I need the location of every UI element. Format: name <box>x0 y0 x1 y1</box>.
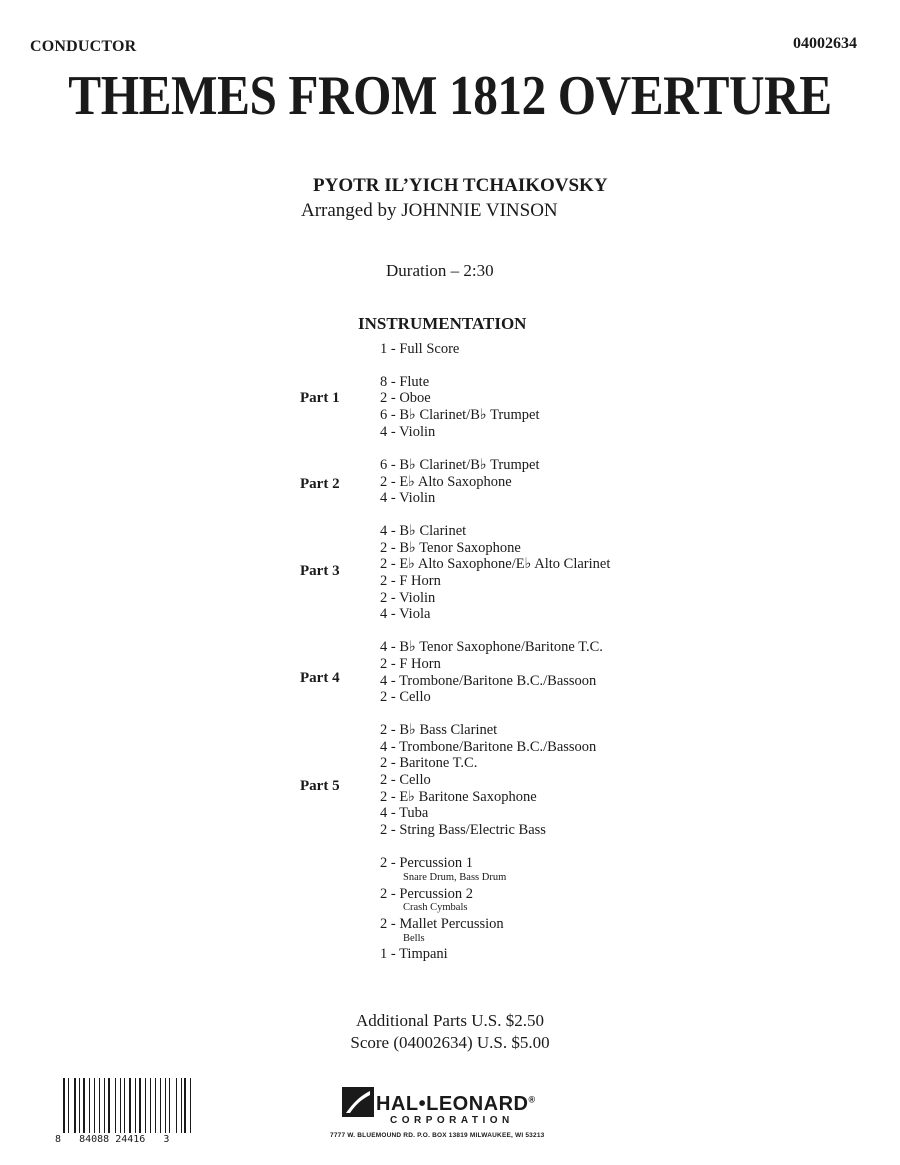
barcode-bar <box>68 1078 69 1133</box>
list-item: 2 - Mallet Percussion <box>380 916 504 932</box>
list-item: 2 - E♭ Baritone Saxophone <box>380 789 537 805</box>
list-item: 4 - B♭ Tenor Saxophone/Baritone T.C. <box>380 639 603 655</box>
barcode-bar <box>160 1078 162 1133</box>
instrumentation-heading: INSTRUMENTATION <box>358 314 527 333</box>
barcode-bar <box>135 1078 136 1133</box>
barcode-bar <box>108 1078 110 1133</box>
barcode-bar <box>74 1078 76 1133</box>
hal-leonard-mark-icon <box>342 1087 374 1117</box>
publisher-corporation: CORPORATION <box>390 1115 514 1126</box>
barcode-bar <box>127 1078 128 1133</box>
conductor-label: CONDUCTOR <box>30 38 137 55</box>
list-item: 4 - Tuba <box>380 805 429 821</box>
barcode-bar <box>129 1078 131 1133</box>
barcode-bar <box>99 1078 101 1133</box>
barcode-bar <box>79 1078 80 1133</box>
list-item: 2 - B♭ Bass Clarinet <box>380 722 498 738</box>
list-item: 2 - String Bass/Electric Bass <box>380 822 546 838</box>
duration: Duration – 2:30 <box>386 261 494 280</box>
barcode-bar <box>77 1078 78 1133</box>
barcode-bar <box>169 1078 171 1133</box>
list-item-detail: Bells <box>403 933 425 944</box>
publisher-name <box>376 1093 536 1116</box>
list-item: 2 - B♭ Tenor Saxophone <box>380 540 521 556</box>
barcode-digits: 8 84088 24416 3 <box>55 1134 170 1145</box>
barcode-bar <box>120 1078 122 1133</box>
part-2-label: Part 2 <box>300 476 340 492</box>
list-item: 2 - Violin <box>380 590 436 606</box>
barcode-bar <box>106 1078 108 1133</box>
list-item: 2 - Cello <box>380 689 431 705</box>
barcode-bar <box>176 1078 177 1133</box>
composer-name: PYOTR IL’YICH TCHAIKOVSKY <box>313 175 608 196</box>
additional-parts-price: Additional Parts U.S. $2.50 <box>356 1011 544 1030</box>
list-item: 6 - B♭ Clarinet/B♭ Trumpet <box>380 407 540 423</box>
list-item: 2 - E♭ Alto Saxophone <box>380 474 512 490</box>
part-4-label: Part 4 <box>300 670 340 686</box>
catalog-number: 04002634 <box>793 35 857 52</box>
score-price: Score (04002634) U.S. $5.00 <box>350 1033 550 1052</box>
list-item: 2 - Oboe <box>380 390 431 406</box>
barcode-bar <box>151 1078 153 1133</box>
list-item-detail: Snare Drum, Bass Drum <box>403 872 507 883</box>
barcode-bar <box>101 1078 102 1133</box>
list-item: 1 - Timpani <box>380 946 448 962</box>
barcode-bar <box>190 1078 191 1133</box>
arranger-credit: Arranged by JOHNNIE VINSON <box>301 200 558 221</box>
barcode-bar <box>124 1078 125 1133</box>
registered-mark: ® <box>528 1094 536 1105</box>
barcode-bar <box>83 1078 85 1133</box>
list-item: 2 - F Horn <box>380 656 441 672</box>
barcode-bar <box>143 1078 145 1133</box>
barcode-bar <box>145 1078 146 1133</box>
barcode-bar <box>172 1078 174 1133</box>
list-item: 4 - Trombone/Baritone B.C./Bassoon <box>380 673 597 689</box>
list-item: 4 - B♭ Clarinet <box>380 523 467 539</box>
pricing <box>0 1010 900 1054</box>
barcode-bar <box>167 1078 168 1133</box>
list-item: 2 - Cello <box>380 772 431 788</box>
barcode-bar <box>184 1078 186 1133</box>
list-item: 2 - E♭ Alto Saxophone/E♭ Alto Clarinet <box>380 556 611 572</box>
barcode-bar <box>181 1078 182 1133</box>
barcode-bar <box>158 1078 159 1133</box>
barcode-bar <box>132 1078 134 1133</box>
barcode-bar <box>165 1078 166 1133</box>
list-item: 4 - Violin <box>380 424 436 440</box>
barcode-bar <box>122 1078 123 1133</box>
barcode-bar <box>91 1078 93 1133</box>
barcode-bar <box>150 1078 151 1133</box>
barcode-bar <box>97 1078 98 1133</box>
list-item: 4 - Trombone/Baritone B.C./Bassoon <box>380 739 597 755</box>
part-1-label: Part 1 <box>300 390 340 406</box>
part-5-label: Part 5 <box>300 778 340 794</box>
barcode-bar <box>63 1078 65 1133</box>
page-title: THEMES FROM 1812 OVERTURE <box>68 65 832 127</box>
barcode-bar <box>112 1078 114 1133</box>
list-item: 2 - F Horn <box>380 573 441 589</box>
barcode-bar <box>67 1078 68 1133</box>
barcode <box>55 1078 200 1148</box>
full-score-item: 1 - Full Score <box>380 341 460 357</box>
list-item-detail: Crash Cymbals <box>403 902 468 913</box>
barcode-bar <box>89 1078 90 1133</box>
barcode-bar <box>104 1078 105 1133</box>
list-item: 6 - B♭ Clarinet/B♭ Trumpet <box>380 457 540 473</box>
list-item: 4 - Violin <box>380 490 436 506</box>
barcode-bar <box>191 1078 193 1133</box>
barcode-bar <box>147 1078 148 1133</box>
barcode-bar <box>70 1078 72 1133</box>
list-item: 4 - Viola <box>380 606 431 622</box>
publisher-logo <box>330 1085 600 1147</box>
barcode-bar <box>177 1078 179 1133</box>
barcode-bar <box>188 1078 189 1133</box>
barcode-bar <box>81 1078 82 1133</box>
list-item: 2 - Baritone T.C. <box>380 755 478 771</box>
publisher-address: 7777 W. BLUEMOUND RD. P.O. BOX 13819 MILWAUKEE, WI 53213 <box>330 1132 545 1139</box>
barcode-bars <box>63 1078 195 1133</box>
barcode-bar <box>139 1078 141 1133</box>
list-item: 2 - Percussion 2 <box>380 886 474 902</box>
barcode-bar <box>115 1078 116 1133</box>
barcode-bar <box>137 1078 138 1133</box>
barcode-bar <box>117 1078 118 1133</box>
barcode-bar <box>94 1078 95 1133</box>
barcode-bar <box>86 1078 88 1133</box>
barcode-bar <box>155 1078 157 1133</box>
publisher-name-text: HAL•LEONARD <box>376 1093 529 1115</box>
barcode-bar <box>183 1078 184 1133</box>
barcode-bar <box>162 1078 163 1133</box>
part-3-label: Part 3 <box>300 563 340 579</box>
list-item: 8 - Flute <box>380 374 430 390</box>
list-item: 2 - Percussion 1 <box>380 855 474 871</box>
logo-swoosh-icon <box>342 1087 374 1117</box>
